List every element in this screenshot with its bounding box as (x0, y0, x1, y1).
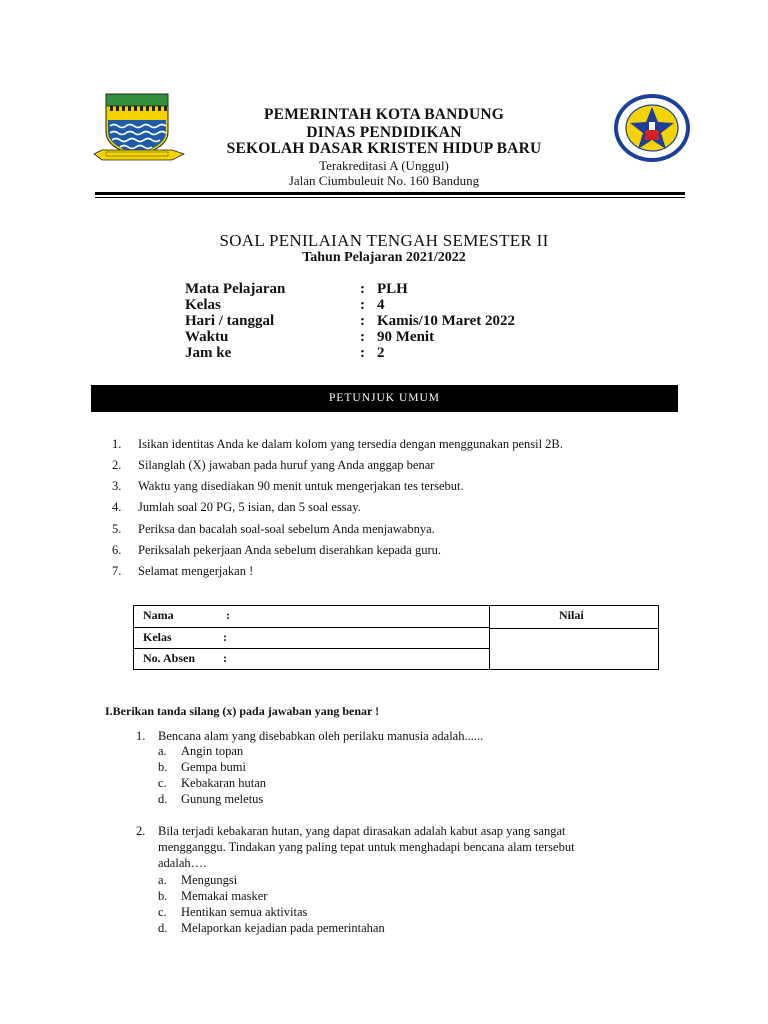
option-text: Kebakaran hutan (181, 776, 267, 790)
header-accreditation: Terakreditasi A (Unggul) (319, 158, 449, 173)
instruction-number: 4. (112, 500, 122, 514)
info-label: Hari / tanggal (185, 313, 275, 329)
info-colon: : (360, 345, 365, 361)
instruction-text: Jumlah soal 20 PG, 5 isian, dan 5 soal essay. (138, 500, 361, 514)
question-number: 2. (136, 824, 146, 838)
info-value: 2 (377, 345, 385, 361)
instruction-number: 1. (112, 437, 122, 451)
question-2-line-3: adalah…. (158, 856, 207, 870)
identity-table-row-line (133, 648, 490, 649)
question-1 (136, 729, 483, 744)
q2-option-b (158, 889, 267, 904)
question-2-line-2: mengganggu. Tindakan yang paling tepat untuk menghadapi bencana alam tersebut (158, 840, 575, 854)
q1-option-c (158, 776, 266, 791)
score-header: Nilai (559, 608, 584, 622)
section-heading: I.Berikan tanda silang (x) pada jawaban yang benar ! (105, 704, 380, 718)
option-text: Hentikan semua aktivitas (181, 905, 308, 919)
option-text: Memakai masker (181, 889, 268, 903)
option-text: Gempa bumi (181, 760, 246, 774)
info-colon: : (360, 281, 365, 297)
instruction-item (112, 564, 253, 579)
info-label: Waktu (185, 329, 229, 345)
option-letter: b. (158, 760, 168, 774)
header-school-name: SEKOLAH DASAR KRISTEN HIDUP BARU (226, 140, 542, 157)
identity-table-row-line (133, 627, 490, 628)
instruction-number: 6. (112, 543, 122, 557)
header-divider-thick (95, 192, 685, 195)
option-letter: b. (158, 889, 168, 903)
q2-option-c (158, 905, 307, 920)
name-field-colon: : (226, 608, 230, 622)
name-field-label: Nama (143, 608, 174, 622)
exam-title: SOAL PENILAIAN TENGAH SEMESTER II (219, 231, 549, 250)
instruction-text: Periksa dan bacalah soal-soal sebelum Anda menjawabnya. (138, 522, 435, 536)
class-field-label: Kelas (143, 630, 172, 644)
instruction-number: 2. (112, 458, 122, 472)
instruction-text: Waktu yang disediakan 90 menit untuk mengerjakan tes tersebut. (138, 479, 464, 493)
score-header-line (489, 628, 659, 629)
option-letter: c. (158, 776, 167, 790)
option-letter: a. (158, 744, 167, 758)
question-number: 1. (136, 729, 146, 743)
exam-year: Tahun Pelajaran 2021/2022 (302, 250, 466, 265)
instruction-text: Selamat mengerjakan ! (138, 564, 254, 578)
info-colon: : (360, 297, 365, 313)
info-label: Jam ke (185, 345, 232, 361)
option-letter: a. (158, 873, 167, 887)
instruction-text: Periksalah pekerjaan Anda sebelum diserahkan kepada guru. (138, 543, 442, 557)
absen-field-label: No. Absen (143, 651, 196, 665)
instruction-item (112, 437, 563, 452)
instruction-item (112, 500, 361, 515)
question-text: Bencana alam yang disebabkan oleh perilaku manusia adalah...... (158, 729, 484, 743)
option-text: Melaporkan kejadian pada pemerintahan (181, 921, 385, 935)
option-text: Angin topan (181, 744, 244, 758)
option-text: Mengungsi (181, 873, 238, 887)
q2-option-a (158, 873, 237, 888)
instruction-item (112, 522, 435, 537)
info-value: PLH (377, 281, 408, 297)
instruction-number: 3. (112, 479, 122, 493)
info-colon: : (360, 313, 365, 329)
header-government: PEMERINTAH KOTA BANDUNG (264, 106, 504, 123)
option-letter: d. (158, 921, 168, 935)
info-label: Kelas (185, 297, 221, 313)
instruction-item (112, 543, 441, 558)
option-letter: d. (158, 792, 168, 806)
class-field-colon: : (223, 630, 227, 644)
info-value: Kamis/10 Maret 2022 (377, 313, 516, 329)
instruction-number: 7. (112, 564, 122, 578)
info-value: 4 (377, 297, 385, 313)
header-department: DINAS PENDIDIKAN (306, 124, 462, 141)
q1-option-d (158, 792, 263, 807)
instruction-text: Isikan identitas Anda ke dalam kolom yang tersedia dengan menggunakan pensil 2B. (138, 437, 563, 451)
option-text: Gunung meletus (181, 792, 264, 806)
instruction-item (112, 458, 434, 473)
absen-field-colon: : (223, 651, 227, 665)
instruction-number: 5. (112, 522, 122, 536)
instruction-text: Silanglah (X) jawaban pada huruf yang Anda anggap benar (138, 458, 435, 472)
info-label: Mata Pelajaran (185, 281, 286, 297)
q1-option-b (158, 760, 246, 775)
instruction-item (112, 479, 464, 494)
header-address: Jalan Ciumbuleuit No. 160 Bandung (288, 173, 480, 188)
option-letter: c. (158, 905, 167, 919)
identity-table-divider (489, 605, 490, 670)
info-colon: : (360, 329, 365, 345)
q1-option-a (158, 744, 243, 759)
instructions-heading-bar: PETUNJUK UMUM (91, 385, 678, 412)
identity-table (133, 605, 659, 670)
question-text: Bila terjadi kebakaran hutan, yang dapat dirasakan adalah kabut asap yang sangat (158, 824, 566, 838)
q2-option-d (158, 921, 385, 936)
info-value: 90 Menit (377, 329, 435, 345)
question-2 (136, 824, 565, 839)
header-divider-thin (95, 197, 685, 198)
